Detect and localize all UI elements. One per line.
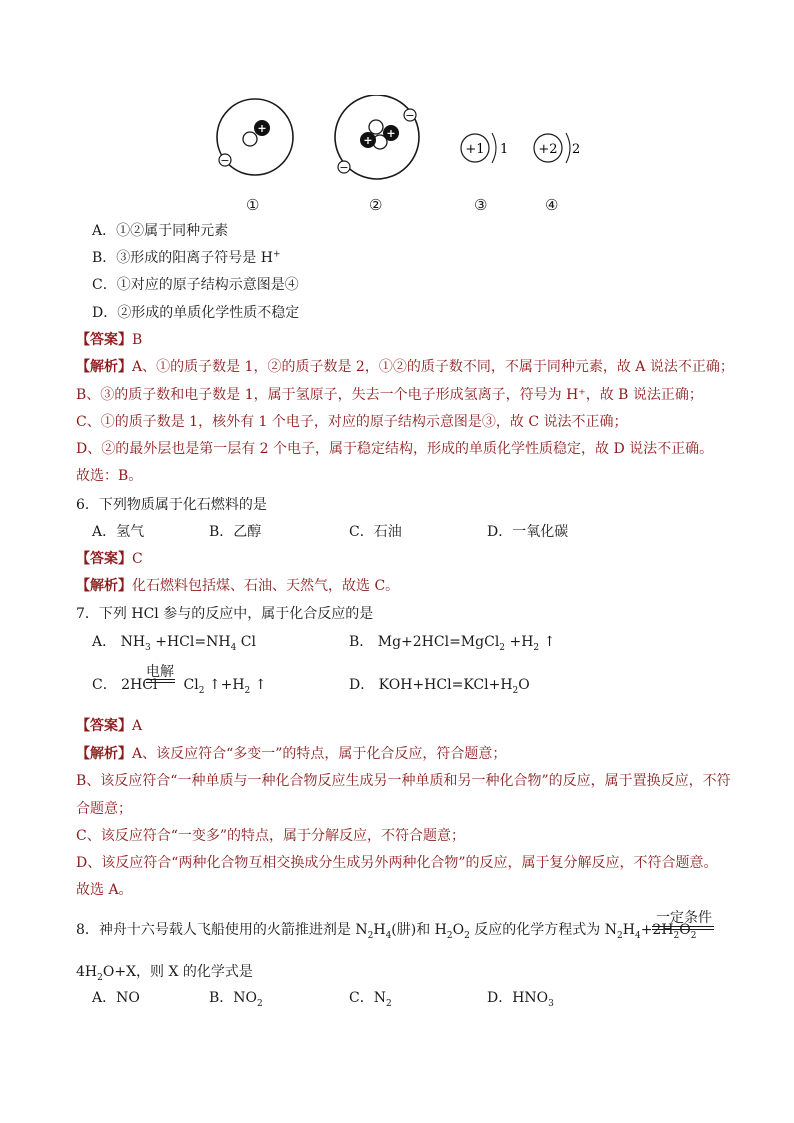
q8-option-d: D．$HNO_3$ (487, 990, 554, 1009)
q7-analysis-line-4: C、该反应符合“一变多”的特点，属于分解反应，不符合题意； (76, 828, 466, 844)
q8-equation-equals (652, 926, 714, 930)
q8-stem-line-2: $4H_2O+X$，则 X 的化学式是 (76, 964, 253, 983)
q7-option-c: C． 2HCl $Cl_2$ $↑+H_2$ ↑ (92, 677, 267, 696)
atom-model-1 (217, 99, 293, 175)
svg-text:+: + (257, 122, 267, 135)
figure-label-4: ④ (545, 196, 559, 214)
q5-analysis-line-5: 故选：B。 (76, 468, 143, 484)
svg-text:−: − (220, 154, 230, 167)
q6-answer: 【答案】C (76, 551, 143, 567)
shell-electrons-3: 1 (500, 142, 509, 157)
nucleus-charge-3: +1 (465, 142, 485, 157)
q7-option-d: D． $KOH+HCl=KCl+H_2O$ (349, 677, 530, 696)
q8-reaction-condition: 一定条件 (656, 910, 712, 926)
q7-option-b: B． Mg+2HCl=MgCl$_2$ $+H_2$ ↑ (349, 634, 556, 653)
figure-label-2: ② (369, 196, 383, 214)
q6-stem: 6．下列物质属于化石燃料的是 (76, 497, 267, 513)
q5-analysis-line-4: D、②的最外层也是第一层有 2 个电子，属于稳定结构，形成的单质化学性质稳定，故 D 说法不正确。 (76, 441, 714, 457)
shell-electrons-4: 2 (572, 142, 581, 157)
q7-answer: 【答案】A (76, 718, 143, 734)
svg-text:+: + (363, 134, 373, 147)
q7-analysis-line-6: 故选 A。 (76, 882, 133, 898)
svg-text:−: − (405, 109, 415, 122)
q8-option-c: C．$N_2$ (349, 990, 392, 1009)
svg-text:+: + (386, 127, 396, 140)
q7-option-a: A． $NH_3 +HCl=NH_4$ Cl (92, 634, 256, 653)
q5-option-d: D．②形成的单质化学性质不稳定 (92, 305, 300, 321)
atom-diagram-3 (461, 133, 508, 163)
q5-option-b: B．③形成的阳离子符号是 H+ (92, 249, 281, 266)
atom-structure-figure (200, 95, 600, 225)
figure-label-1: ① (246, 196, 260, 214)
nucleus-charge-4: +2 (538, 142, 558, 157)
q5-analysis-line-2: B、③的质子数和电子数是 1，属于氢原子，失去一个电子形成氢离子，符号为 H⁺，故 B 说法正确； (76, 387, 703, 403)
q8-option-a: A．NO (92, 990, 140, 1006)
q5-analysis-line-1: 【解析】A、①的质子数是 1，②的质子数是 2，①②的质子数不同，不属于同种元素，故 A 说法不正确； (76, 359, 734, 375)
q8-option-b: B．$NO_2$ (209, 990, 263, 1009)
q7-analysis-line-1: 【解析】A、该反应符合“多变一”的特点，属于化合反应，符合题意； (76, 746, 507, 762)
q5-option-a: A．①②属于同种元素 (92, 223, 229, 239)
atom-diagram-4 (534, 133, 580, 163)
svg-text:−: − (339, 161, 349, 174)
q6-option-a: A．氢气 (92, 524, 145, 540)
q5-answer: 【答案】B (76, 332, 143, 348)
q8-stem: 8．神舟十六号载人飞船使用的火箭推进剂是 $N_2H_4$(肼)和 $H_2O_2$ 反应的化学方程式为 $N_2H_4+2H_2O_2$ (76, 922, 697, 941)
q7-equation-equals (146, 679, 175, 683)
q7-analysis-line-3: 合题意； (76, 801, 132, 817)
q7-analysis-line-2: B、该反应符合“一种单质与一种化合物反应生成另一种单质和另一种化合物”的反应，属于置换反应，不符 (76, 773, 731, 789)
q5-option-c: C．①对应的原子结构示意图是④ (92, 277, 299, 293)
q6-option-b: B．乙醇 (209, 524, 262, 540)
q7-electrolysis-condition: 电解 (146, 664, 174, 680)
q6-option-d: D．一氧化碳 (487, 524, 569, 540)
atom-model-2 (335, 95, 419, 179)
figure-label-3: ③ (474, 196, 488, 214)
q5-analysis-line-3: C、①的质子数是 1，核外有 1 个电子，对应的原子结构示意图是③，故 C 说法不正确； (76, 414, 628, 430)
q6-option-c: C．石油 (349, 524, 402, 540)
q7-stem: 7．下列 HCl 参与的反应中，属于化合反应的是 (76, 606, 374, 622)
q7-analysis-line-5: D、该反应符合“两种化合物互相交换成分生成另外两种化合物”的反应，属于复分解反应，不符合题意。 (76, 855, 718, 871)
q6-analysis: 【解析】化石燃料包括煤、石油、天然气，故选 C。 (76, 578, 400, 594)
